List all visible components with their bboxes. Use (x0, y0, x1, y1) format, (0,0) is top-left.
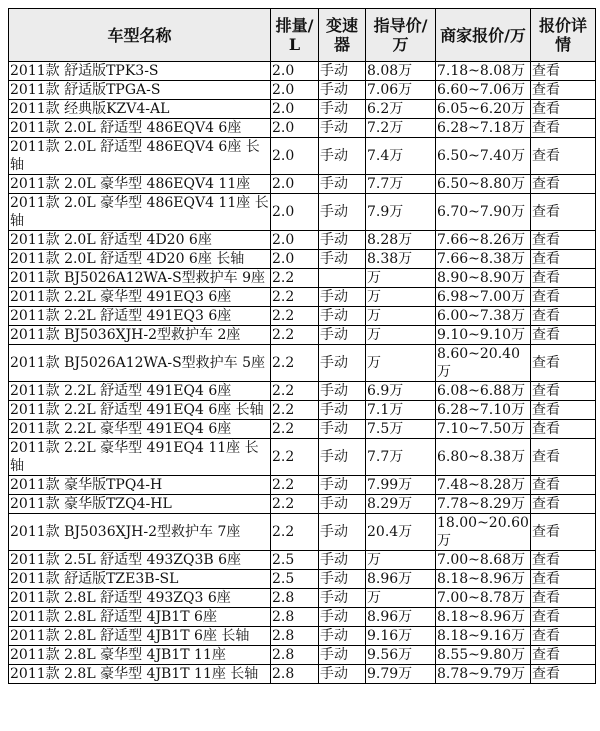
guide-price: 7.2万 (366, 119, 436, 138)
guide-price: 9.56万 (366, 646, 436, 665)
displacement: 2.0 (271, 250, 319, 269)
displacement: 2.2 (271, 326, 319, 345)
view-details-link[interactable]: 查看 (531, 194, 596, 231)
table-row (9, 81, 596, 100)
view-details-link[interactable]: 查看 (531, 627, 596, 646)
table-row (9, 608, 596, 627)
displacement: 2.2 (271, 382, 319, 401)
displacement: 2.2 (271, 345, 319, 382)
transmission: 手动 (319, 476, 366, 495)
guide-price: 7.99万 (366, 476, 436, 495)
displacement: 2.2 (271, 307, 319, 326)
guide-price: 8.28万 (366, 231, 436, 250)
displacement: 2.0 (271, 231, 319, 250)
transmission (319, 269, 366, 288)
table-row (9, 194, 596, 231)
model-name: 2011款 2.0L 舒适型 4D20 6座 (9, 231, 271, 250)
transmission: 手动 (319, 326, 366, 345)
displacement: 2.2 (271, 514, 319, 551)
model-name: 2011款 BJ5036XJH-2型救护车 2座 (9, 326, 271, 345)
table-row (9, 665, 596, 684)
view-details-link[interactable]: 查看 (531, 100, 596, 119)
transmission: 手动 (319, 401, 366, 420)
view-details-link[interactable]: 查看 (531, 589, 596, 608)
transmission: 手动 (319, 646, 366, 665)
table-row (9, 495, 596, 514)
displacement: 2.5 (271, 570, 319, 589)
dealer-price: 7.00~8.68万 (436, 551, 531, 570)
guide-price: 7.06万 (366, 81, 436, 100)
view-details-link[interactable]: 查看 (531, 420, 596, 439)
table-row (9, 269, 596, 288)
header-dealer-price: 商家报价/万 (436, 9, 531, 62)
model-name: 2011款 BJ5026A12WA-S型救护车 9座 (9, 269, 271, 288)
view-details-link[interactable]: 查看 (531, 62, 596, 81)
model-name: 2011款 2.0L 舒适型 486EQV4 6座 长轴 (9, 138, 271, 175)
dealer-price: 7.66~8.26万 (436, 231, 531, 250)
dealer-price: 7.18~8.08万 (436, 62, 531, 81)
transmission: 手动 (319, 307, 366, 326)
transmission: 手动 (319, 608, 366, 627)
transmission: 手动 (319, 665, 366, 684)
dealer-price: 8.55~9.80万 (436, 646, 531, 665)
displacement: 2.0 (271, 194, 319, 231)
transmission: 手动 (319, 100, 366, 119)
transmission: 手动 (319, 119, 366, 138)
dealer-price: 7.00~8.78万 (436, 589, 531, 608)
model-name: 2011款 经典版KZV4-AL (9, 100, 271, 119)
guide-price: 8.08万 (366, 62, 436, 81)
guide-price: 7.4万 (366, 138, 436, 175)
table-row (9, 62, 596, 81)
displacement: 2.8 (271, 627, 319, 646)
view-details-link[interactable]: 查看 (531, 514, 596, 551)
displacement: 2.2 (271, 288, 319, 307)
dealer-price: 8.60~20.40万 (436, 345, 531, 382)
displacement: 2.0 (271, 175, 319, 194)
guide-price: 万 (366, 589, 436, 608)
dealer-price: 6.98~7.00万 (436, 288, 531, 307)
view-details-link[interactable]: 查看 (531, 608, 596, 627)
displacement: 2.8 (271, 665, 319, 684)
view-details-link[interactable]: 查看 (531, 307, 596, 326)
guide-price: 20.4万 (366, 514, 436, 551)
table-row (9, 382, 596, 401)
view-details-link[interactable]: 查看 (531, 495, 596, 514)
view-details-link[interactable]: 查看 (531, 382, 596, 401)
transmission: 手动 (319, 250, 366, 269)
displacement: 2.2 (271, 476, 319, 495)
table-row (9, 307, 596, 326)
dealer-price: 6.60~7.06万 (436, 81, 531, 100)
guide-price: 7.7万 (366, 175, 436, 194)
dealer-price: 8.18~8.96万 (436, 570, 531, 589)
guide-price: 7.9万 (366, 194, 436, 231)
view-details-link[interactable]: 查看 (531, 439, 596, 476)
model-name: 2011款 2.0L 豪华型 486EQV4 11座 (9, 175, 271, 194)
view-details-link[interactable]: 查看 (531, 288, 596, 307)
model-name: 2011款 BJ5026A12WA-S型救护车 5座 (9, 345, 271, 382)
model-name: 2011款 2.8L 舒适型 493ZQ3 6座 (9, 589, 271, 608)
transmission: 手动 (319, 231, 366, 250)
model-name: 2011款 2.2L 舒适型 491EQ4 6座 (9, 382, 271, 401)
view-details-link[interactable]: 查看 (531, 326, 596, 345)
model-name: 2011款 舒适版TZE3B-SL (9, 570, 271, 589)
model-name: 2011款 2.8L 豪华型 4JB1T 11座 长轴 (9, 665, 271, 684)
table-row (9, 231, 596, 250)
dealer-price: 8.18~8.96万 (436, 608, 531, 627)
dealer-price: 6.50~8.80万 (436, 175, 531, 194)
table-header-row (9, 9, 596, 62)
view-details-link[interactable]: 查看 (531, 175, 596, 194)
guide-price: 万 (366, 551, 436, 570)
dealer-price: 7.78~8.29万 (436, 495, 531, 514)
displacement: 2.2 (271, 269, 319, 288)
guide-price: 万 (366, 269, 436, 288)
table-row (9, 570, 596, 589)
displacement: 2.2 (271, 495, 319, 514)
view-details-link[interactable]: 查看 (531, 401, 596, 420)
dealer-price: 18.00~20.60万 (437, 515, 529, 549)
guide-price: 6.2万 (366, 100, 436, 119)
dealer-price: 6.05~6.20万 (436, 100, 531, 119)
table-row (9, 476, 596, 495)
model-name: 2011款 2.2L 舒适型 491EQ3 6座 (9, 307, 271, 326)
dealer-price: 6.08~6.88万 (436, 382, 531, 401)
dealer-price: 7.66~8.38万 (436, 250, 531, 269)
view-details-link[interactable]: 查看 (531, 81, 596, 100)
model-name: 2011款 2.0L 舒适型 4D20 6座 长轴 (9, 250, 271, 269)
dealer-price: 7.10~7.50万 (436, 420, 531, 439)
dealer-price: 6.28~7.10万 (436, 401, 531, 420)
table-row (9, 439, 596, 476)
guide-price: 8.96万 (366, 608, 436, 627)
table-row (9, 250, 596, 269)
guide-price: 8.96万 (366, 570, 436, 589)
model-name: 2011款 2.2L 豪华型 491EQ4 11座 长轴 (9, 439, 271, 476)
header-price-details: 报价详情 (531, 9, 596, 62)
guide-price: 9.16万 (366, 627, 436, 646)
displacement: 2.5 (271, 551, 319, 570)
transmission: 手动 (319, 345, 366, 382)
view-details-link[interactable]: 查看 (531, 250, 596, 269)
view-details-link[interactable]: 查看 (531, 646, 596, 665)
dealer-price: 8.78~9.79万 (436, 665, 531, 684)
view-details-link[interactable]: 查看 (531, 665, 596, 684)
header-guide-price: 指导价/万 (366, 9, 436, 62)
view-details-link[interactable]: 查看 (531, 119, 596, 138)
model-name: 2011款 2.5L 舒适型 493ZQ3B 6座 (9, 551, 271, 570)
guide-price: 8.29万 (366, 495, 436, 514)
guide-price: 7.5万 (366, 420, 436, 439)
dealer-price: 7.48~8.28万 (436, 476, 531, 495)
table-row (9, 420, 596, 439)
transmission: 手动 (319, 589, 366, 608)
displacement: 2.2 (271, 420, 319, 439)
model-name: 2011款 2.0L 豪华型 486EQV4 11座 长轴 (10, 195, 269, 229)
guide-price: 7.7万 (366, 439, 436, 476)
table-row (9, 288, 596, 307)
transmission: 手动 (319, 138, 366, 175)
model-name: 2011款 2.2L 舒适型 491EQ4 6座 长轴 (9, 401, 271, 420)
header-transmission: 变速器 (319, 9, 366, 62)
transmission: 手动 (319, 439, 366, 476)
transmission: 手动 (319, 194, 366, 231)
model-name: 2011款 BJ5036XJH-2型救护车 7座 (9, 514, 271, 551)
transmission: 手动 (319, 62, 366, 81)
displacement: 2.0 (271, 62, 319, 81)
header-model-name: 车型名称 (9, 9, 271, 62)
table-row (9, 627, 596, 646)
table-row (9, 345, 596, 382)
transmission: 手动 (319, 382, 366, 401)
table-row (9, 514, 596, 551)
table-row (9, 326, 596, 345)
table-row (9, 175, 596, 194)
displacement: 2.8 (271, 589, 319, 608)
displacement: 2.0 (271, 100, 319, 119)
displacement: 2.8 (271, 646, 319, 665)
displacement: 2.2 (271, 439, 319, 476)
model-name: 2011款 2.2L 豪华型 491EQ4 6座 (9, 420, 271, 439)
transmission: 手动 (319, 570, 366, 589)
view-details-link[interactable]: 查看 (531, 231, 596, 250)
view-details-link[interactable]: 查看 (531, 138, 596, 175)
transmission: 手动 (319, 175, 366, 194)
dealer-price: 6.50~7.40万 (436, 138, 531, 175)
model-name: 2011款 2.8L 舒适型 4JB1T 6座 (9, 608, 271, 627)
dealer-price: 9.10~9.10万 (436, 326, 531, 345)
price-table (8, 8, 596, 684)
transmission: 手动 (319, 514, 366, 551)
table-row (9, 119, 596, 138)
dealer-price: 6.70~7.90万 (436, 194, 531, 231)
model-name: 2011款 2.0L 舒适型 486EQV4 6座 (9, 119, 271, 138)
transmission: 手动 (319, 495, 366, 514)
guide-price: 8.38万 (366, 250, 436, 269)
table-row (9, 401, 596, 420)
model-name: 2011款 豪华版TZQ4-HL (9, 495, 271, 514)
model-name: 2011款 2.8L 豪华型 4JB1T 11座 (9, 646, 271, 665)
model-name: 2011款 舒适版TPGA-S (9, 81, 271, 100)
guide-price: 万 (366, 307, 436, 326)
dealer-price: 8.18~9.16万 (436, 627, 531, 646)
displacement: 2.0 (271, 81, 319, 100)
header-displacement: 排量/L (271, 9, 319, 62)
displacement: 2.2 (271, 401, 319, 420)
model-name: 2011款 2.2L 豪华型 491EQ3 6座 (9, 288, 271, 307)
view-details-link[interactable]: 查看 (531, 345, 596, 382)
transmission: 手动 (319, 288, 366, 307)
displacement: 2.0 (271, 119, 319, 138)
transmission: 手动 (319, 81, 366, 100)
guide-price: 万 (366, 345, 436, 382)
guide-price: 6.9万 (366, 382, 436, 401)
transmission: 手动 (319, 551, 366, 570)
model-name: 2011款 舒适版TPK3-S (9, 62, 271, 81)
displacement: 2.0 (271, 138, 319, 175)
model-name: 2011款 2.8L 舒适型 4JB1T 6座 长轴 (9, 627, 271, 646)
view-details-link[interactable]: 查看 (531, 570, 596, 589)
guide-price: 7.1万 (366, 401, 436, 420)
view-details-link[interactable]: 查看 (531, 551, 596, 570)
guide-price: 9.79万 (366, 665, 436, 684)
dealer-price: 6.00~7.38万 (436, 307, 531, 326)
dealer-price: 6.80~8.38万 (436, 439, 531, 476)
dealer-price: 6.28~7.18万 (436, 119, 531, 138)
view-details-link[interactable]: 查看 (531, 269, 596, 288)
table-row (9, 551, 596, 570)
view-details-link[interactable]: 查看 (531, 476, 596, 495)
transmission: 手动 (319, 420, 366, 439)
transmission: 手动 (319, 627, 366, 646)
guide-price: 万 (366, 288, 436, 307)
table-row (9, 646, 596, 665)
table-row (9, 100, 596, 119)
model-name: 2011款 豪华版TPQ4-H (9, 476, 271, 495)
guide-price: 万 (366, 326, 436, 345)
dealer-price: 8.90~8.90万 (436, 269, 531, 288)
displacement: 2.8 (271, 608, 319, 627)
table-row (9, 589, 596, 608)
table-row (9, 138, 596, 175)
